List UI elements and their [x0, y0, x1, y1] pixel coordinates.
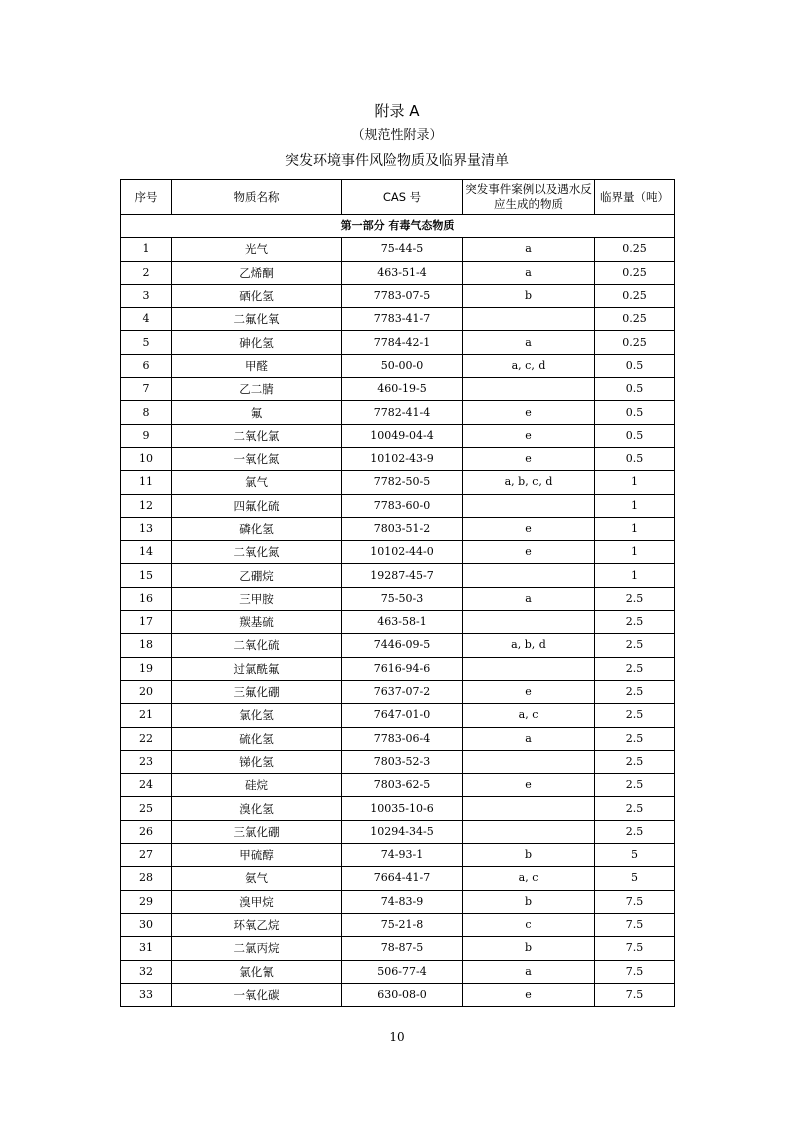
cell-substance-name: 甲醛: [172, 354, 342, 377]
cell-threshold: 7.5: [595, 983, 675, 1006]
cell-threshold: 2.5: [595, 704, 675, 727]
cell-cas-number: 7637-07-2: [342, 680, 463, 703]
cell-substance-name: 氯化氰: [172, 960, 342, 983]
table-row: [121, 354, 675, 377]
table-row: [121, 378, 675, 401]
cell-threshold: 0.5: [595, 378, 675, 401]
cell-index: 10: [121, 447, 172, 470]
page-number: 10: [389, 1030, 405, 1044]
cell-substance-name: 锑化氢: [172, 750, 342, 773]
table-row: [121, 750, 675, 773]
cell-incident-case: e: [463, 401, 595, 424]
cell-incident-case: [463, 750, 595, 773]
cell-cas-number: 74-83-9: [342, 890, 463, 913]
cell-threshold: 0.25: [595, 331, 675, 354]
cell-index: 19: [121, 657, 172, 680]
cell-cas-number: 10294-34-5: [342, 820, 463, 843]
cell-threshold: 1: [595, 471, 675, 494]
cell-incident-case: b: [463, 890, 595, 913]
cell-substance-name: 二氧化氮: [172, 541, 342, 564]
cell-cas-number: 75-44-5: [342, 238, 463, 261]
cell-index: 6: [121, 354, 172, 377]
cell-substance-name: 乙二腈: [172, 378, 342, 401]
cell-index: 7: [121, 378, 172, 401]
cell-threshold: 2.5: [595, 657, 675, 680]
cell-index: 3: [121, 284, 172, 307]
cell-incident-case: e: [463, 541, 595, 564]
table-header-row: [121, 180, 675, 215]
cell-substance-name: 羰基硫: [172, 611, 342, 634]
cell-incident-case: e: [463, 983, 595, 1006]
cell-incident-case: a, b, d: [463, 634, 595, 657]
cell-substance-name: 四氟化硫: [172, 494, 342, 517]
cell-incident-case: e: [463, 517, 595, 540]
cell-substance-name: 氯气: [172, 471, 342, 494]
cell-substance-name: 一氧化碳: [172, 983, 342, 1006]
cell-substance-name: 氨气: [172, 867, 342, 890]
table-row: [121, 471, 675, 494]
cell-cas-number: 506-77-4: [342, 960, 463, 983]
header-cas-number: CAS 号: [342, 180, 463, 215]
cell-incident-case: b: [463, 284, 595, 307]
cell-substance-name: 一氧化氮: [172, 447, 342, 470]
cell-substance-name: 硫化氢: [172, 727, 342, 750]
header-index: 序号: [121, 180, 172, 215]
cell-index: 29: [121, 890, 172, 913]
cell-threshold: 2.5: [595, 634, 675, 657]
table-row: [121, 424, 675, 447]
table-row: [121, 913, 675, 936]
cell-threshold: 1: [595, 494, 675, 517]
cell-threshold: 1: [595, 541, 675, 564]
cell-substance-name: 二氟化氧: [172, 308, 342, 331]
cell-substance-name: 溴甲烷: [172, 890, 342, 913]
cell-threshold: 1: [595, 517, 675, 540]
cell-incident-case: [463, 378, 595, 401]
cell-cas-number: 460-19-5: [342, 378, 463, 401]
cell-threshold: 2.5: [595, 680, 675, 703]
cell-substance-name: 乙烯酮: [172, 261, 342, 284]
cell-incident-case: [463, 657, 595, 680]
table-body: [121, 215, 675, 1007]
appendix-title: 附录 A: [374, 102, 420, 120]
table-row: [121, 634, 675, 657]
section-row: [121, 215, 675, 238]
cell-substance-name: 氯化氢: [172, 704, 342, 727]
cell-index: 16: [121, 587, 172, 610]
cell-incident-case: e: [463, 424, 595, 447]
table-row: [121, 867, 675, 890]
cell-substance-name: 环氧乙烷: [172, 913, 342, 936]
cell-cas-number: 7783-60-0: [342, 494, 463, 517]
cell-index: 11: [121, 471, 172, 494]
cell-incident-case: a, c, d: [463, 354, 595, 377]
table-row: [121, 983, 675, 1006]
cell-cas-number: 7784-42-1: [342, 331, 463, 354]
header-threshold: 临界量（吨）: [595, 180, 675, 215]
table-row: [121, 587, 675, 610]
cell-cas-number: 7783-41-7: [342, 308, 463, 331]
cell-index: 31: [121, 937, 172, 960]
cell-index: 12: [121, 494, 172, 517]
cell-cas-number: 75-21-8: [342, 913, 463, 936]
table-row: [121, 657, 675, 680]
table-row: [121, 774, 675, 797]
cell-substance-name: 硒化氢: [172, 284, 342, 307]
cell-substance-name: 砷化氢: [172, 331, 342, 354]
cell-index: 4: [121, 308, 172, 331]
cell-incident-case: a: [463, 727, 595, 750]
cell-cas-number: 50-00-0: [342, 354, 463, 377]
table-row: [121, 331, 675, 354]
cell-threshold: 7.5: [595, 890, 675, 913]
cell-incident-case: a, c: [463, 867, 595, 890]
cell-substance-name: 甲硫醇: [172, 844, 342, 867]
cell-substance-name: 三氯化硼: [172, 820, 342, 843]
cell-incident-case: [463, 797, 595, 820]
cell-cas-number: 463-51-4: [342, 261, 463, 284]
cell-threshold: 7.5: [595, 913, 675, 936]
cell-index: 2: [121, 261, 172, 284]
cell-index: 9: [121, 424, 172, 447]
table-row: [121, 238, 675, 261]
cell-index: 21: [121, 704, 172, 727]
table-row: [121, 937, 675, 960]
cell-index: 20: [121, 680, 172, 703]
cell-incident-case: c: [463, 913, 595, 936]
cell-incident-case: a: [463, 331, 595, 354]
cell-cas-number: 7803-52-3: [342, 750, 463, 773]
cell-index: 17: [121, 611, 172, 634]
table-row: [121, 727, 675, 750]
cell-incident-case: [463, 611, 595, 634]
cell-incident-case: a: [463, 238, 595, 261]
cell-index: 22: [121, 727, 172, 750]
table-row: [121, 704, 675, 727]
cell-cas-number: 630-08-0: [342, 983, 463, 1006]
section-title: 第一部分 有毒气态物质: [121, 215, 675, 238]
cell-incident-case: [463, 308, 595, 331]
cell-threshold: 5: [595, 867, 675, 890]
cell-threshold: 0.5: [595, 354, 675, 377]
cell-incident-case: [463, 564, 595, 587]
appendix-type: （规范性附录）: [351, 128, 443, 143]
cell-substance-name: 磷化氢: [172, 517, 342, 540]
table-row: [121, 261, 675, 284]
cell-cas-number: 7803-62-5: [342, 774, 463, 797]
cell-incident-case: e: [463, 680, 595, 703]
cell-threshold: 5: [595, 844, 675, 867]
cell-cas-number: 7803-51-2: [342, 517, 463, 540]
cell-cas-number: 7782-50-5: [342, 471, 463, 494]
cell-index: 27: [121, 844, 172, 867]
cell-incident-case: b: [463, 937, 595, 960]
table-row: [121, 308, 675, 331]
cell-incident-case: [463, 494, 595, 517]
cell-cas-number: 7647-01-0: [342, 704, 463, 727]
cell-incident-case: a: [463, 261, 595, 284]
cell-threshold: 2.5: [595, 727, 675, 750]
cell-cas-number: 74-93-1: [342, 844, 463, 867]
cell-substance-name: 溴化氢: [172, 797, 342, 820]
cell-substance-name: 二氧化硫: [172, 634, 342, 657]
cell-substance-name: 三氟化硼: [172, 680, 342, 703]
cell-index: 26: [121, 820, 172, 843]
table-row: [121, 820, 675, 843]
cell-substance-name: 三甲胺: [172, 587, 342, 610]
table-row: [121, 447, 675, 470]
cell-threshold: 7.5: [595, 937, 675, 960]
cell-cas-number: 75-50-3: [342, 587, 463, 610]
cell-substance-name: 二氧化氯: [172, 424, 342, 447]
cell-index: 28: [121, 867, 172, 890]
substance-table: [120, 179, 675, 1007]
cell-cas-number: 463-58-1: [342, 611, 463, 634]
table-row: [121, 890, 675, 913]
cell-threshold: 2.5: [595, 611, 675, 634]
cell-index: 23: [121, 750, 172, 773]
cell-index: 13: [121, 517, 172, 540]
table-row: [121, 960, 675, 983]
cell-cas-number: 7616-94-6: [342, 657, 463, 680]
header-incident-cases: 突发事件案例以及遇水反应生成的物质: [463, 180, 595, 215]
table-row: [121, 517, 675, 540]
cell-index: 14: [121, 541, 172, 564]
cell-cas-number: 78-87-5: [342, 937, 463, 960]
table-row: [121, 401, 675, 424]
cell-index: 33: [121, 983, 172, 1006]
cell-incident-case: e: [463, 447, 595, 470]
cell-cas-number: 7782-41-4: [342, 401, 463, 424]
cell-index: 24: [121, 774, 172, 797]
cell-cas-number: 10035-10-6: [342, 797, 463, 820]
cell-threshold: 7.5: [595, 960, 675, 983]
cell-threshold: 0.25: [595, 261, 675, 284]
cell-threshold: 2.5: [595, 774, 675, 797]
cell-threshold: 0.25: [595, 284, 675, 307]
cell-substance-name: 硅烷: [172, 774, 342, 797]
cell-threshold: 0.5: [595, 424, 675, 447]
cell-index: 1: [121, 238, 172, 261]
cell-threshold: 2.5: [595, 587, 675, 610]
cell-incident-case: a, b, c, d: [463, 471, 595, 494]
cell-index: 32: [121, 960, 172, 983]
cell-cas-number: 10102-44-0: [342, 541, 463, 564]
cell-incident-case: a, c: [463, 704, 595, 727]
table-row: [121, 844, 675, 867]
cell-cas-number: 10049-04-4: [342, 424, 463, 447]
cell-index: 30: [121, 913, 172, 936]
cell-threshold: 2.5: [595, 797, 675, 820]
cell-threshold: 2.5: [595, 820, 675, 843]
cell-threshold: 2.5: [595, 750, 675, 773]
cell-threshold: 1: [595, 564, 675, 587]
cell-cas-number: 19287-45-7: [342, 564, 463, 587]
cell-substance-name: 光气: [172, 238, 342, 261]
cell-index: 18: [121, 634, 172, 657]
cell-threshold: 0.5: [595, 447, 675, 470]
cell-cas-number: 7783-06-4: [342, 727, 463, 750]
cell-substance-name: 过氯酰氟: [172, 657, 342, 680]
cell-cas-number: 10102-43-9: [342, 447, 463, 470]
header-substance-name: 物质名称: [172, 180, 342, 215]
cell-index: 15: [121, 564, 172, 587]
cell-substance-name: 二氯丙烷: [172, 937, 342, 960]
cell-incident-case: b: [463, 844, 595, 867]
table-row: [121, 284, 675, 307]
cell-index: 5: [121, 331, 172, 354]
cell-index: 8: [121, 401, 172, 424]
cell-substance-name: 乙硼烷: [172, 564, 342, 587]
cell-cas-number: 7783-07-5: [342, 284, 463, 307]
table-row: [121, 564, 675, 587]
table-row: [121, 797, 675, 820]
cell-incident-case: a: [463, 587, 595, 610]
cell-cas-number: 7664-41-7: [342, 867, 463, 890]
table-row: [121, 541, 675, 564]
cell-incident-case: [463, 820, 595, 843]
cell-incident-case: e: [463, 774, 595, 797]
table-title: 突发环境事件风险物质及临界量清单: [285, 153, 509, 169]
table-row: [121, 611, 675, 634]
cell-threshold: 0.5: [595, 401, 675, 424]
cell-threshold: 0.25: [595, 238, 675, 261]
cell-cas-number: 7446-09-5: [342, 634, 463, 657]
cell-substance-name: 氟: [172, 401, 342, 424]
cell-threshold: 0.25: [595, 308, 675, 331]
cell-index: 25: [121, 797, 172, 820]
cell-incident-case: a: [463, 960, 595, 983]
table-row: [121, 680, 675, 703]
table-row: [121, 494, 675, 517]
